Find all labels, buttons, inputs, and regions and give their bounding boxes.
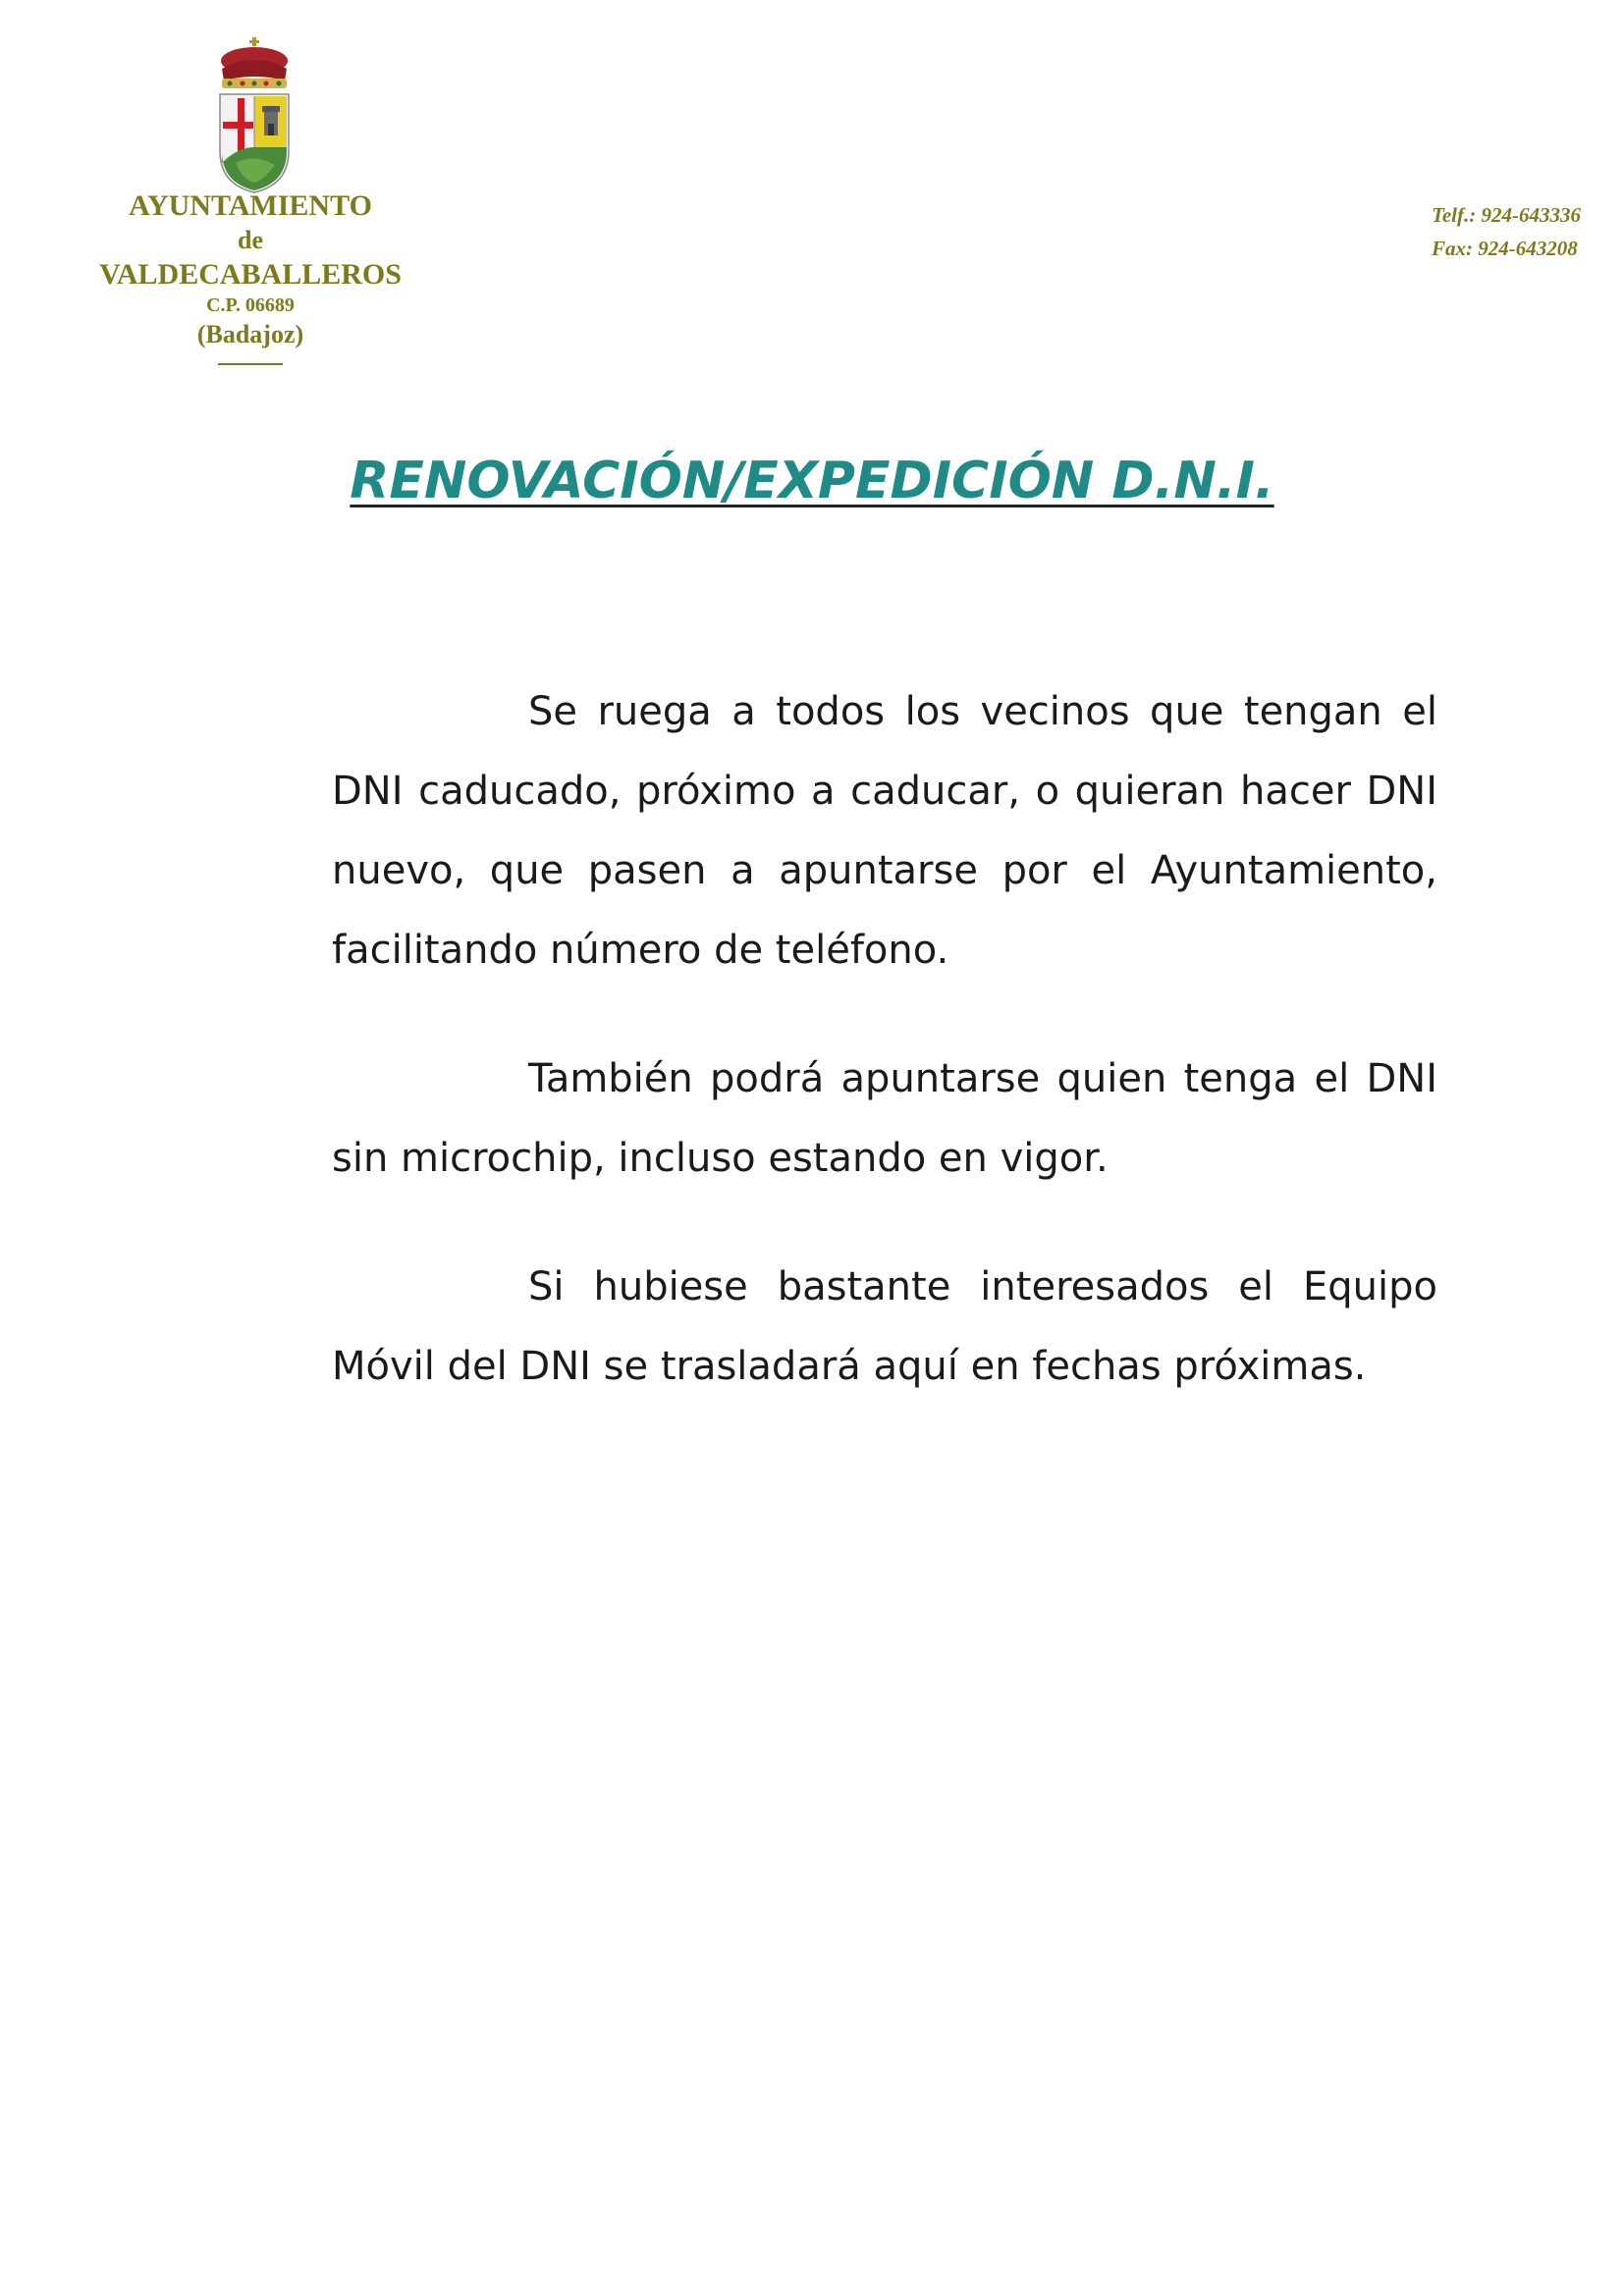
fax-number: Fax: 924-643208 (1431, 237, 1578, 260)
document-title (0, 450, 1624, 512)
document-title-text: RENOVACIÓN/EXPEDICIÓN D.N.I. (350, 452, 1274, 510)
municipality-block (69, 188, 432, 365)
paragraph: También podrá apuntarse quien tenga el DNI sin microchip, incluso estando en vigor. (332, 1056, 1437, 1181)
coat-of-arms-icon (214, 37, 295, 194)
phone-number: Telf.: 924-643336 (1431, 203, 1581, 227)
contact-block (1432, 198, 1581, 265)
municipality-line2: de (238, 226, 263, 254)
header-divider (218, 363, 283, 365)
paragraph: Si hubiese bastante interesados el Equipo Móvil del DNI se trasladará aquí en fechas próximas. (332, 1264, 1437, 1389)
postal-code: C.P. 06689 (206, 294, 295, 316)
paragraph: Se ruega a todos los vecinos que tengan el DNI caducado, próximo a caducar, o quieran hacer DNI nuevo, que pasen a apuntarse por el Ayuntamiento, facilitando número de teléfono. (332, 689, 1437, 973)
province: (Badajoz) (196, 320, 304, 348)
municipality-line1: AYUNTAMIENTO (129, 189, 372, 222)
document-body (332, 672, 1437, 1456)
municipality-line3: VALDECABALLEROS (99, 258, 402, 291)
